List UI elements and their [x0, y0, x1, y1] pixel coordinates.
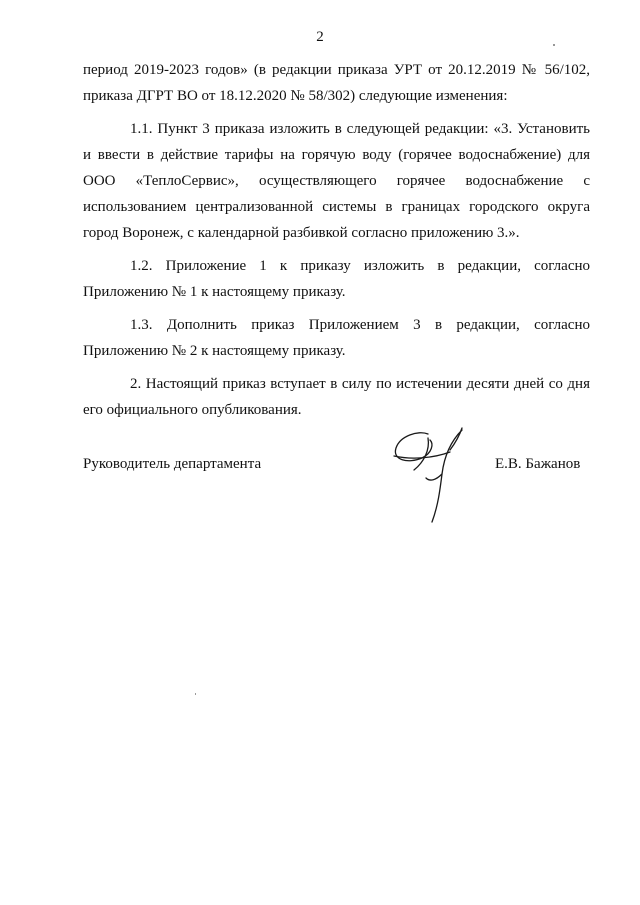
- signatory-role: Руководитель департамента: [83, 456, 262, 472]
- paragraph-continuation: период 2019-2023 годов» (в редакции приказа УРТ от 20.12.2019 № 56/102, приказа ДГРТ ВО от 18.12.2020 № 58/302) следующие изменения:: [83, 62, 590, 104]
- scan-speck: [195, 693, 196, 695]
- paragraph-item-1-1: 1.1. Пункт 3 приказа изложить в следующей редакции: «3. Установить и ввести в действие тарифы на горячую воду (горячее водоснабжение) для ООО «ТеплоСервис», осуществляющего горячее водоснабжение с использованием централизованной системы в границах городского округа город Воронеж, с календарной разбивкой согласно приложению 3.».: [83, 121, 590, 241]
- handwritten-signature: [388, 420, 478, 528]
- document-body: [83, 57, 590, 423]
- scan-speck: [553, 44, 555, 46]
- paragraph-item-2: 2. Настоящий приказ вступает в силу по истечении десяти дней со дня его официального опубликования.: [83, 376, 590, 418]
- paragraph-item-1-3: 1.3. Дополнить приказ Приложением 3 в редакции, согласно Приложению № 2 к настоящему приказу.: [83, 317, 590, 359]
- signatory-name: Е.В. Бажанов: [495, 456, 581, 472]
- paragraph-item-1-2: 1.2. Приложение 1 к приказу изложить в редакции, согласно Приложению № 1 к настоящему приказу.: [83, 258, 590, 300]
- page-number: 2: [316, 29, 324, 45]
